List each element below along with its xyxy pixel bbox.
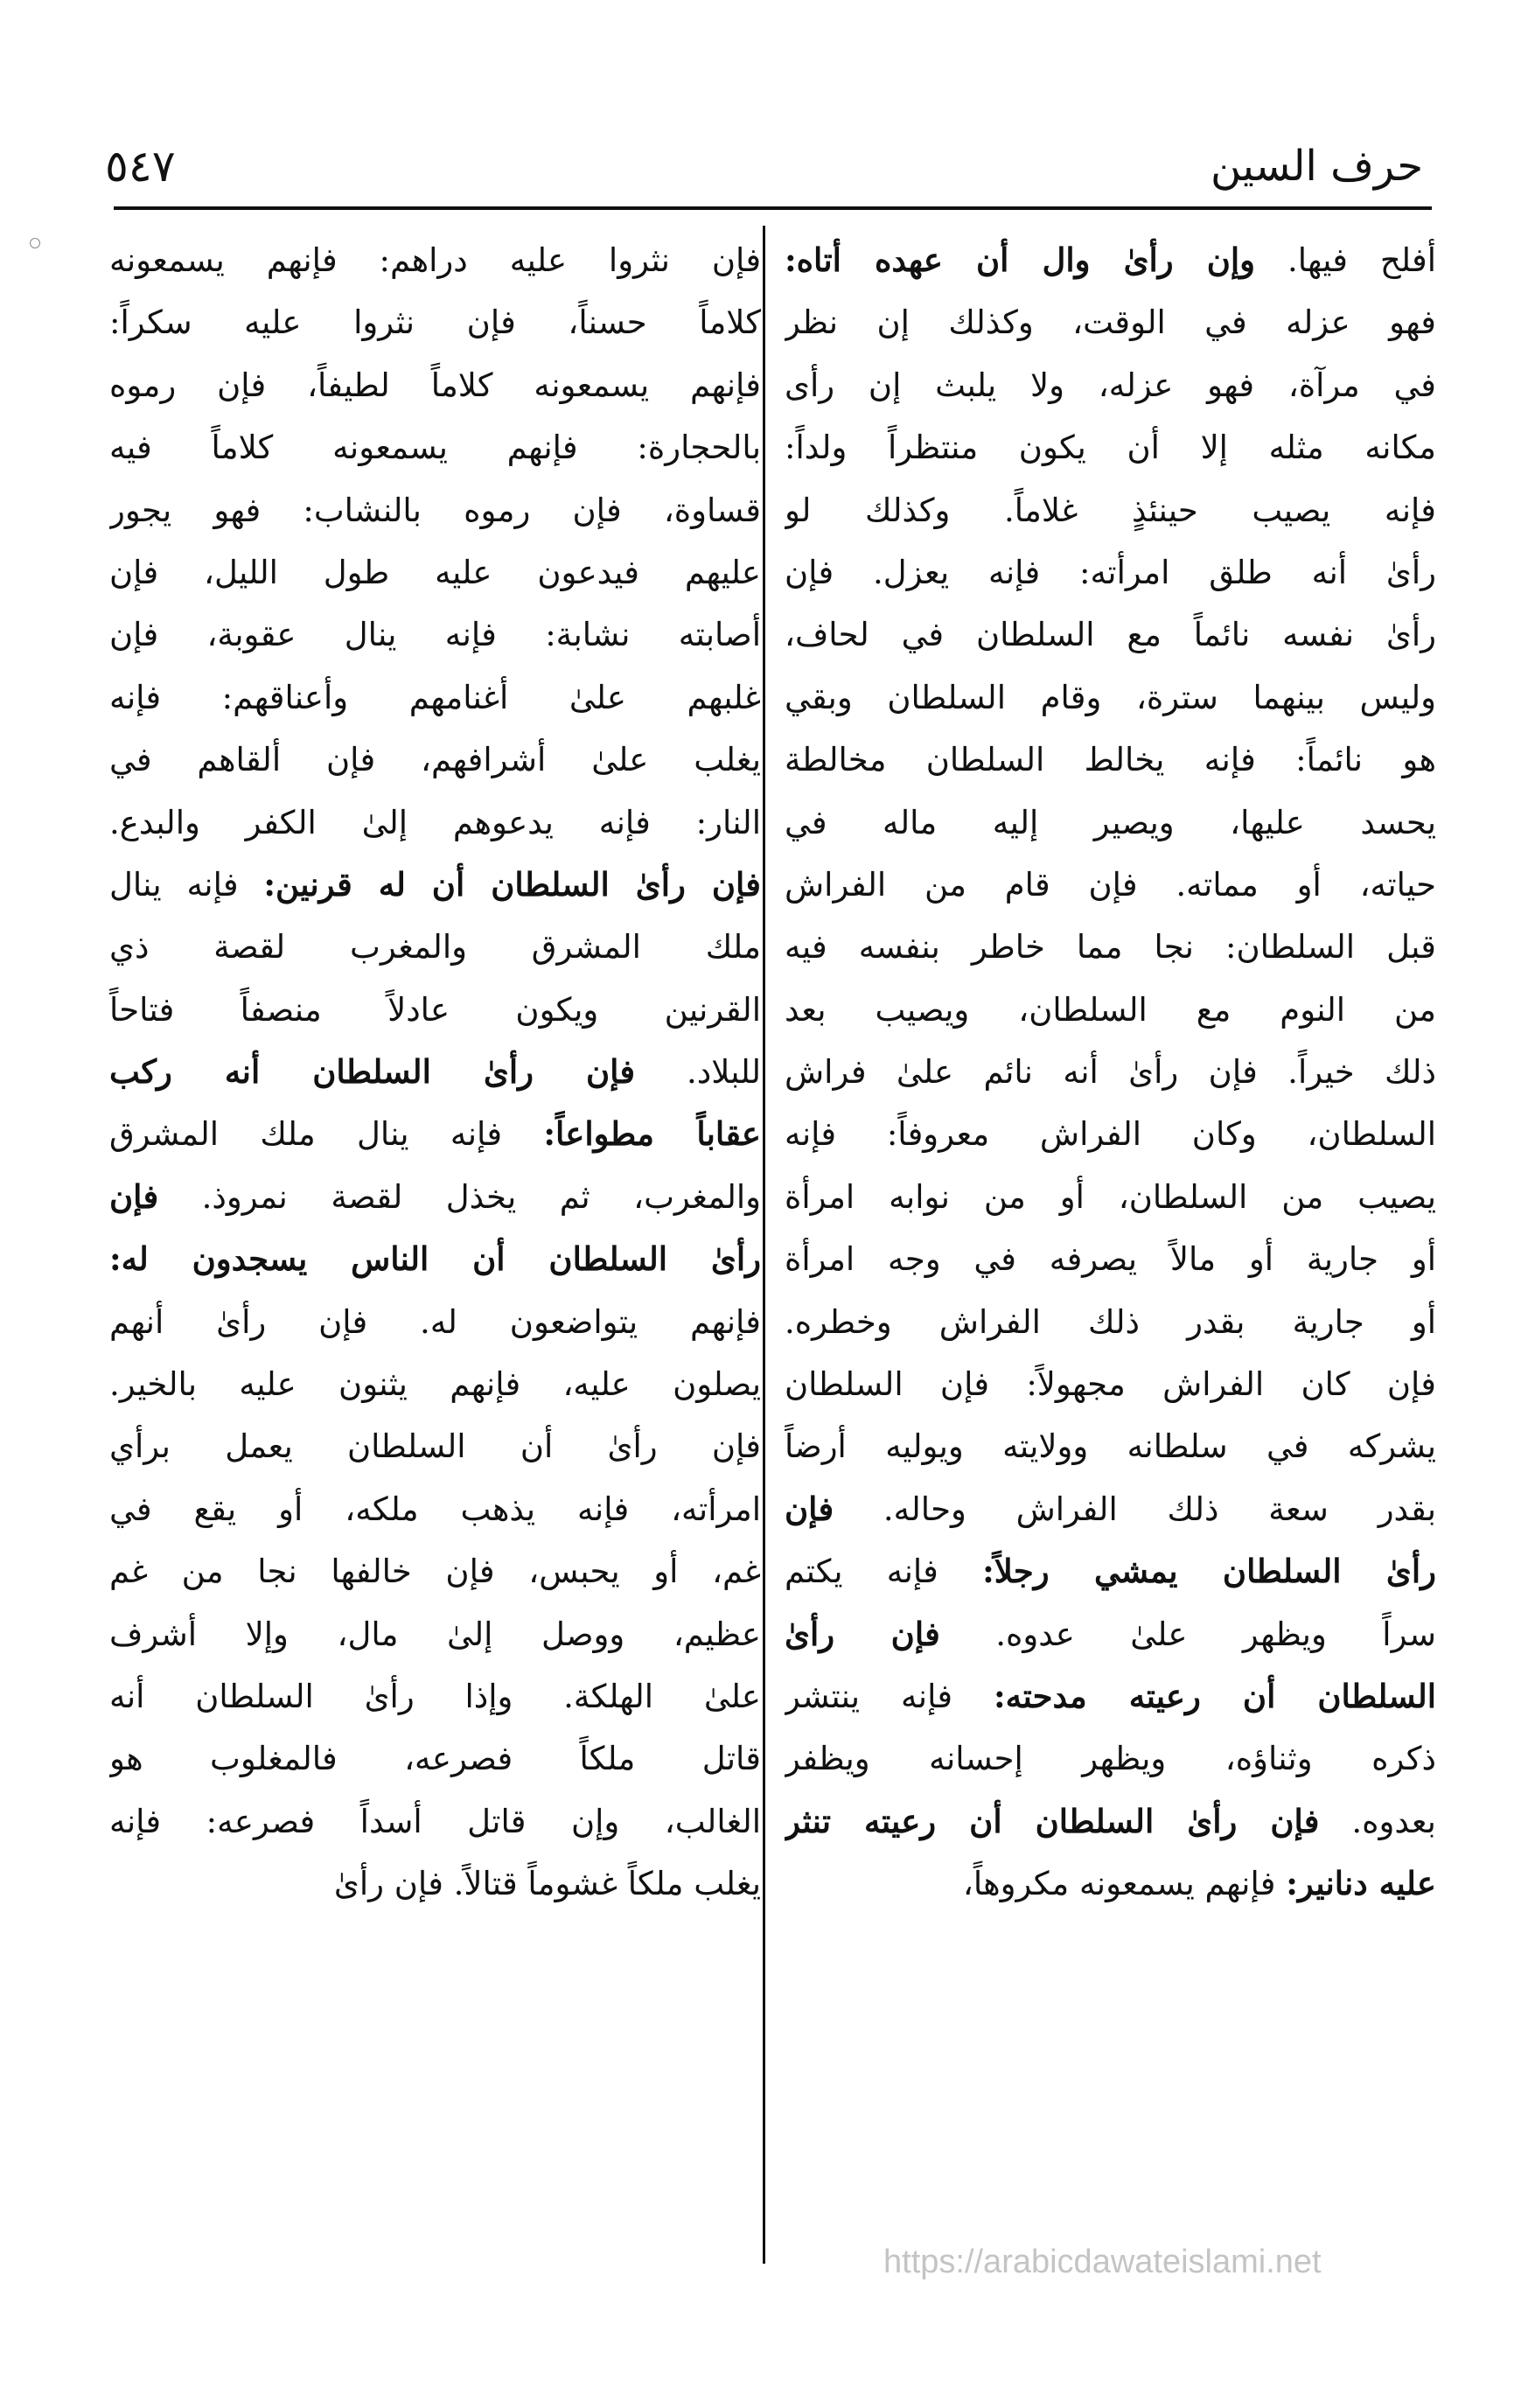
text-run: مكانه مثله إلا أن يكون منتظراً ولداً: [785,429,1436,467]
text-line [109,1665,761,1727]
text-line [785,1603,1436,1665]
text-line [785,1665,1436,1727]
text-run: كلاماً حسناً، فإن نثروا عليه سكراً: [109,304,761,342]
text-line [785,291,1436,353]
text-line [109,729,761,791]
bold-phrase: فإن [109,1176,159,1216]
bold-phrase: عليه دنانير: [1286,1864,1436,1903]
bold-phrase: السلطان أن رعيته مدحته: [993,1676,1436,1715]
text-run: يحسد عليها، ويصير إليه ماله في [785,803,1436,841]
text-line [109,479,761,541]
text-line [785,1353,1436,1415]
text-line [109,667,761,729]
text-run: حياته، أو مماته. فإن قام من الفراش [785,865,1436,904]
page-number: ٥٤٧ [105,141,176,192]
text-run: في مرآة، فهو عزله، ولا يلبث إن رأى [785,366,1436,404]
text-line [109,604,761,666]
text-line [785,729,1436,791]
text-run: فإنه يكتم [785,1553,983,1591]
text-line [785,479,1436,541]
text-run: سراً ويظهر علىٰ عدوه. [939,1615,1436,1653]
text-run: فهو عزله في الوقت، وكذلك إن نظر [785,304,1436,342]
text-run: للبلاد. [635,1053,761,1092]
text-line [785,916,1436,978]
text-run: أو جارية أو مالاً يصرفه في وجه امرأة [785,1240,1436,1279]
bold-phrase: عقاباً مطواعاً: [543,1114,761,1154]
text-line [109,916,761,978]
text-line [785,354,1436,416]
text-run: فإن نثروا عليه دراهم: فإنهم يسمعونه [109,241,761,279]
bold-phrase: فإن رأىٰ السلطان أنه ركب [109,1052,636,1092]
text-line [785,1790,1436,1853]
bold-phrase: فإن رأىٰ السلطان أن رعيته تنثر [785,1801,1320,1840]
text-line [785,1540,1436,1602]
text-line [109,1353,761,1415]
text-line [109,416,761,478]
text-run: رأىٰ أنه طلق امرأته: فإنه يعزل. فإن [785,553,1436,591]
column-divider [763,226,765,2264]
text-line [785,1228,1436,1290]
text-line [109,1853,761,1915]
text-line [109,792,761,854]
text-run: بالحجارة: فإنهم يسمعونه كلاماً فيه [109,429,761,467]
text-run: عظيم، ووصل إلىٰ مال، وإلا أشرف [109,1615,761,1653]
text-run: قاتل ملكاً فصرعه، فالمغلوب هو [109,1740,761,1778]
text-run: أو جارية بقدر ذلك الفراش وخطره. [785,1302,1436,1341]
right-text-column [785,229,1436,2223]
bold-phrase: فإن [785,1489,834,1528]
text-line [109,1041,761,1103]
text-run: يشركه في سلطانه وولايته ويوليه أرضاً [785,1427,1436,1466]
text-line [785,792,1436,854]
text-line [785,1853,1436,1915]
left-text-column [109,229,761,2223]
text-run: غم، أو يحبس، فإن خالفها نجا من غم [109,1553,761,1591]
text-line [785,541,1436,604]
text-run: يغلب ملكاً غشوماً قتالاً. فإن رأىٰ [333,1865,761,1903]
text-run: ذلك خيراً. فإن رأىٰ أنه نائم علىٰ فراش [785,1053,1436,1092]
text-line [109,1540,761,1602]
text-line [109,229,761,291]
text-line [109,541,761,604]
text-run: يصلون عليه، فإنهم يثنون عليه بالخير. [109,1365,761,1404]
text-run: قبل السلطان: نجا مما خاطر بنفسه فيه [785,928,1436,967]
text-line [785,1103,1436,1165]
text-line [785,416,1436,478]
text-run: الغالب، وإن قاتل أسداً فصرعه: فإنه [109,1802,761,1840]
scan-speck [30,238,40,248]
text-run: امرأته، فإنه يذهب ملكه، أو يقع في [109,1490,761,1528]
text-run: هو نائماً: فإنه يخالط السلطان مخالطة [785,741,1436,779]
text-run: القرنين ويكون عادلاً منصفاً فتاحاً [109,990,761,1029]
text-run: النار: فإنه يدعوهم إلىٰ الكفر والبدع. [109,803,761,841]
text-line [109,354,761,416]
text-line [785,979,1436,1041]
text-run: والمغرب، ثم يخذل لقصة نمروذ. [158,1177,761,1216]
text-run: فإن كان الفراش مجهولاً: فإن السلطان [785,1365,1436,1404]
text-run: فإنهم يتواضعون له. فإن رأىٰ أنهم [109,1302,761,1341]
text-line [785,229,1436,291]
watermark-url: https://arabicdawateislami.net [883,2244,1322,2280]
text-run: يصيب من السلطان، أو من نوابه امرأة [785,1177,1436,1216]
text-run: بقدر سعة ذلك الفراش وحاله. [834,1490,1436,1528]
text-run: فإنهم يسمعونه مكروهاً، [962,1865,1287,1903]
text-run: من النوم مع السلطان، ويصيب بعد [785,990,1436,1029]
text-line [785,1478,1436,1540]
text-line [109,1415,761,1477]
text-line [785,1727,1436,1790]
bold-phrase: فإن رأىٰ السلطان أن له قرنين: [263,864,761,904]
text-run: فإنه يصيب حينئذٍ غلاماً. وكذلك لو [785,491,1436,529]
text-run: عليهم فيدعون عليه طول الليل، فإن [109,553,761,591]
text-run: فإنه ينال ملك المشرق [109,1115,544,1154]
text-run: وليس بينهما سترة، وقام السلطان وبقي [785,678,1436,716]
text-run: رأىٰ نفسه نائماً مع السلطان في لحاف، [785,616,1436,654]
text-line [109,1727,761,1790]
text-run: فإنه ينتشر [785,1677,994,1715]
header-rule [114,206,1432,210]
text-line [109,1103,761,1165]
text-run: فإنه ينال [109,865,264,904]
text-run: السلطان، وكان الفراش معروفاً: فإنه [785,1115,1436,1154]
text-line [785,1166,1436,1228]
text-line [109,1228,761,1290]
bold-phrase: رأىٰ السلطان أن الناس يسجدون له: [109,1239,761,1279]
text-run: فإنهم يسمعونه كلاماً لطيفاً، فإن رموه [109,366,761,404]
text-run: ملك المشرق والمغرب لقصة ذي [109,928,761,967]
text-run: أصابته نشابة: فإنه ينال عقوبة، فإن [109,616,761,654]
text-run: غلبهم علىٰ أغنامهم وأعناقهم: فإنه [109,678,761,716]
text-line [109,854,761,916]
text-line [109,1603,761,1665]
page-header [105,131,1423,201]
text-run: أفلح فيها. [1255,241,1436,279]
text-line [785,667,1436,729]
text-run: ذكره وثناؤه، ويظهر إحسانه ويظفر [785,1740,1436,1778]
bold-phrase: رأىٰ السلطان يمشي رجلاً: [982,1552,1436,1591]
text-run: يغلب علىٰ أشرافهم، فإن ألقاهم في [109,741,761,779]
text-line [109,979,761,1041]
text-line [785,1041,1436,1103]
bold-phrase: فإن رأىٰ [785,1614,940,1653]
text-line [785,1415,1436,1477]
text-line [109,291,761,353]
chapter-title: حرف السين [1211,142,1423,191]
text-line [785,604,1436,666]
bold-phrase: وإن رأىٰ وال أن عهده أتاه: [785,241,1256,279]
text-line [785,1291,1436,1353]
text-line [109,1790,761,1853]
text-run: فإن رأىٰ أن السلطان يعمل برأي [109,1427,761,1466]
text-run: علىٰ الهلكة. وإذا رأىٰ السلطان أنه [109,1677,761,1715]
text-line [785,854,1436,916]
text-line [109,1166,761,1228]
text-run: بعدوه. [1319,1802,1436,1840]
text-line [109,1478,761,1540]
text-run: قساوة، فإن رموه بالنشاب: فهو يجور [109,491,761,529]
text-line [109,1291,761,1353]
